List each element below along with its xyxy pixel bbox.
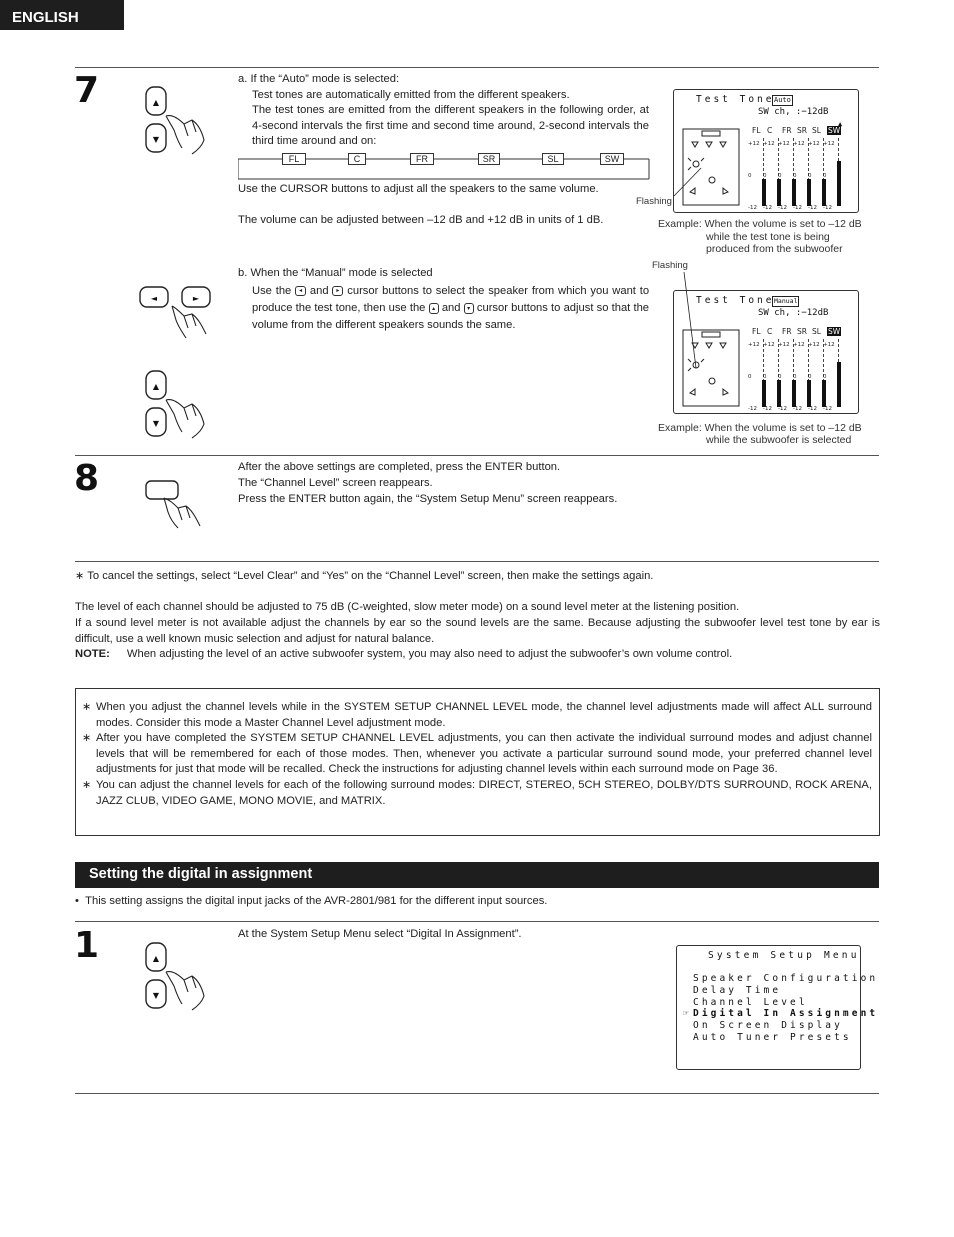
example-caption: Example: When the volume is set to –12 dB (658, 218, 862, 230)
scale-label: -12 (823, 406, 832, 412)
step7-a-line2: The test tones are emitted from the different speakers in the following order, at 4-second intervals the first time and second time around, 2-second intervals the third time around and on: (252, 104, 649, 148)
svg-text:▲: ▲ (152, 98, 160, 107)
flashing-pointer-line (682, 272, 702, 372)
section-title: Setting the digital in assignment (75, 862, 879, 888)
channel-label: SW (828, 126, 841, 135)
scale-label: 0 (808, 173, 812, 179)
asterisk: ∗ (82, 732, 92, 745)
step7-b-text-2: and (309, 285, 329, 297)
scale-label: -12 (748, 205, 757, 211)
meter-bar (822, 380, 826, 407)
step7-b-text-1: Use the (252, 285, 292, 297)
meter-bar (777, 380, 781, 407)
scale-label: 0 (763, 173, 767, 179)
lcd-menu-title: System Setup Menu (708, 950, 860, 961)
note-text: When adjusting the level of an active subwoofer system, you may also need to adjust the subwoofer’s own volume control. (126, 648, 733, 660)
scale-label: 0 (748, 374, 752, 380)
svg-text:▲: ▲ (152, 382, 160, 391)
scale-label: 0 (823, 173, 827, 179)
svg-text:▼: ▼ (152, 419, 160, 428)
scale-label: +12 (808, 342, 820, 348)
level-meters (746, 327, 856, 412)
meter-bar (792, 380, 796, 407)
scale-label: 0 (793, 173, 797, 179)
level-note-2: If a sound level meter is not available adjust the channels by ear so the sound levels are the same. Because adjusting the subwoofer level test tone by ear is difficult, use a well known music selection and adjust for natural balance. (75, 617, 880, 645)
cursor-left-icon: ◂ (295, 286, 306, 296)
flashing-label: Flashing (636, 196, 672, 207)
cursor-down-icon: ▾ (464, 303, 474, 314)
cursor-up-down-hand-icon (140, 84, 212, 158)
lcd-menu-item-label: Auto Tuner Presets (693, 1031, 852, 1043)
step-number: 1 (74, 925, 98, 966)
sequence-item: C (348, 153, 366, 165)
channel-label: SL (812, 126, 821, 135)
scale-label: +12 (808, 141, 820, 147)
asterisk: ∗ (75, 570, 85, 582)
sequence-item: FL (282, 153, 306, 165)
scale-label: -12 (808, 406, 817, 412)
example-caption: produced from the subwoofer (706, 243, 843, 255)
flashing-label: Flashing (652, 260, 688, 271)
pointer-icon: ☞ (683, 1008, 689, 1020)
lcd-menu-item-label: Digital In Assignment (693, 1008, 879, 1020)
step-number: 7 (74, 70, 98, 111)
channel-label: C (767, 126, 773, 135)
cursor-up-down-hand-icon (140, 940, 212, 1014)
lcd-menu-item (683, 973, 879, 985)
scale-label: +12 (793, 141, 805, 147)
divider (75, 1093, 879, 1094)
level-note-1: The level of each channel should be adjusted to 75 dB (C-weighted, slow meter mode) on a sound level meter at the listening position. (75, 601, 740, 613)
channel-label: FR (782, 327, 792, 336)
meter-bar (777, 179, 781, 206)
scale-label: +12 (748, 141, 760, 147)
channel-label: SW (828, 327, 841, 336)
scale-label: -12 (808, 205, 817, 211)
lcd-menu-item (683, 1008, 879, 1020)
section-bullet (75, 894, 547, 910)
language-tag: ENGLISH (0, 0, 124, 30)
divider (75, 455, 879, 456)
boxed-note-text: When you adjust the channel levels while in the SYSTEM SETUP CHANNEL LEVEL mode, the channel level adjustments made will affect ALL surround modes. Consider this mode a Master Channel Level adjustment mode. (96, 701, 872, 729)
cursor-left-right-hand-icon (136, 284, 216, 340)
step-number: 8 (74, 458, 98, 499)
step7-b-text-3: cursor buttons to select the speaker from which you want to produce the test tone, then use the (252, 285, 650, 314)
lcd-menu-item-label: Channel Level (693, 996, 808, 1008)
scale-label: +12 (778, 141, 790, 147)
scale-label: -12 (823, 205, 832, 211)
lcd-mode-badge: Auto (774, 96, 791, 104)
scale-label: +12 (823, 141, 835, 147)
lcd-menu-item-label: Speaker Configuration (693, 973, 879, 984)
svg-text:◄: ◄ (150, 294, 158, 303)
lcd-menu-item (683, 1020, 860, 1032)
svg-text:▲: ▲ (152, 954, 160, 963)
scale-label: +12 (793, 342, 805, 348)
meter-bar (807, 179, 811, 206)
enter-button-hand-icon (142, 478, 208, 530)
lcd-menu-item (683, 1032, 860, 1044)
divider (75, 561, 879, 562)
divider (75, 67, 879, 68)
meter-bar (807, 380, 811, 407)
lcd-readout: SW ch, :−12dB (758, 308, 829, 318)
scale-label: 0 (793, 374, 797, 380)
meter-bar (762, 380, 766, 407)
note-line (75, 647, 732, 663)
boxed-note (82, 778, 872, 809)
meter-bar (822, 179, 826, 206)
cursor-right-icon: ▸ (332, 286, 343, 296)
scale-label: 0 (808, 374, 812, 380)
scale-label: -12 (778, 406, 787, 412)
scale-label: -12 (778, 205, 787, 211)
lcd-readout: SW ch, :−12dB (758, 107, 829, 117)
step7-a-adjust: Use the CURSOR buttons to adjust all the speakers to the same volume. (238, 183, 599, 195)
boxed-note-text: After you have completed the SYSTEM SETUP CHANNEL LEVEL adjustments, you can then activate the individual surround modes and adjust channel levels that will be remembered for each of those modes. Then, whenever you activate a particular surround sound mode, your preferred channel level adjustments for just that mode will be recalled. Check the instructions for adjusting channel levels within each surround mode on Page 36. (96, 732, 872, 776)
lcd-menu-item (683, 997, 860, 1009)
cursor-up-icon: ▴ (429, 303, 439, 314)
level-meters (746, 126, 856, 211)
step8-line3: Press the ENTER button again, the “System Setup Menu” screen reappears. (238, 493, 618, 505)
svg-text:►: ► (192, 294, 200, 303)
meter-bar (837, 362, 841, 407)
step7-a-heading: a. If the “Auto” mode is selected: (238, 73, 400, 85)
scale-label: +12 (763, 141, 775, 147)
sequence-item: SR (478, 153, 500, 165)
scale-label: 0 (778, 173, 782, 179)
sequence-item: FR (410, 153, 434, 165)
step8-line2: The “Channel Level” screen reappears. (238, 477, 433, 489)
scale-label: +12 (748, 342, 760, 348)
bullet-dot: • (75, 895, 86, 907)
channel-label: FR (782, 126, 792, 135)
meter-bar (762, 179, 766, 206)
channel-label: SL (812, 327, 821, 336)
section-bullet-text: This setting assigns the digital input jacks of the AVR-2801/981 for the different input sources. (85, 895, 548, 907)
scale-label: 0 (778, 374, 782, 380)
scale-label: -12 (763, 205, 772, 211)
svg-text:▼: ▼ (152, 991, 160, 1000)
cursor-up-down-hand-icon (140, 368, 212, 442)
lcd-mode-badge: Manual (774, 297, 798, 305)
scale-label: -12 (763, 406, 772, 412)
cancel-note-text: To cancel the settings, select “Level Clear” and “Yes” on the “Channel Level” screen, then make the settings again. (87, 570, 654, 582)
example-caption: while the subwoofer is selected (706, 434, 852, 446)
meter-bar (837, 161, 841, 206)
lcd-menu-item-label: On Screen Display (693, 1020, 843, 1032)
svg-text:▼: ▼ (152, 135, 160, 144)
channel-label: C (767, 327, 773, 336)
step1-text: At the System Setup Menu select “Digital In Assignment”. (238, 928, 522, 940)
divider (75, 921, 879, 922)
step7-b-text-5: cursor buttons to adjust so that the volume from the different speakers sounds the same. (252, 302, 650, 331)
lcd-title: Test Tone (696, 295, 775, 306)
scale-label: +12 (763, 342, 775, 348)
channel-label: SR (797, 126, 807, 135)
step7-b-heading: b. When the “Manual” mode is selected (238, 267, 433, 279)
channel-label: FL (752, 327, 761, 336)
note-label: NOTE: (75, 648, 110, 660)
lcd-menu-item (683, 985, 860, 997)
lcd-system-setup-menu (676, 945, 879, 1070)
scale-label: 0 (763, 374, 767, 380)
scale-label: 0 (823, 374, 827, 380)
asterisk: ∗ (82, 701, 92, 713)
boxed-note (82, 731, 872, 778)
step7-a-line1: Test tones are automatically emitted from the different speakers. (252, 89, 570, 101)
step7-a-range: The volume can be adjusted between –12 dB and +12 dB in units of 1 dB. (238, 214, 604, 226)
flashing-pointer-line (640, 166, 702, 200)
meter-bar (792, 179, 796, 206)
channel-label: FL (752, 126, 761, 135)
channel-label: SR (797, 327, 807, 336)
asterisk: ∗ (82, 778, 92, 791)
sequence-item: SW (600, 153, 624, 165)
example-caption: Example: When the volume is set to –12 dB (658, 422, 862, 434)
up-arrow-icon: ▲ (838, 120, 843, 128)
scale-label: -12 (793, 205, 802, 211)
cancel-note (75, 569, 653, 585)
boxed-note (82, 700, 872, 731)
scale-label: +12 (778, 342, 790, 348)
channel-level-notes-box (75, 688, 880, 836)
example-caption: while the test tone is being (706, 231, 830, 243)
scale-label: 0 (748, 173, 752, 179)
step8-line1: After the above settings are completed, press the ENTER button. (238, 461, 561, 473)
lcd-menu-item-label: Delay Time (693, 984, 782, 996)
lcd-title: Test Tone (696, 94, 775, 105)
scale-label: -12 (793, 406, 802, 412)
boxed-note-text: You can adjust the channel levels for each of the following surround modes: DIRECT, STEREO, 5CH STEREO, DOLBY/DTS SURROUND, ROCK ARENA, JAZZ CLUB, VIDEO GAME, MONO MOVIE, and MATRIX. (96, 778, 872, 807)
sequence-item: SL (542, 153, 564, 165)
step7-b-text-4: and (441, 302, 461, 314)
scale-label: +12 (823, 342, 835, 348)
step7-b-text (252, 283, 649, 334)
scale-label: -12 (748, 406, 757, 412)
lcd-menu-list (683, 973, 879, 1044)
